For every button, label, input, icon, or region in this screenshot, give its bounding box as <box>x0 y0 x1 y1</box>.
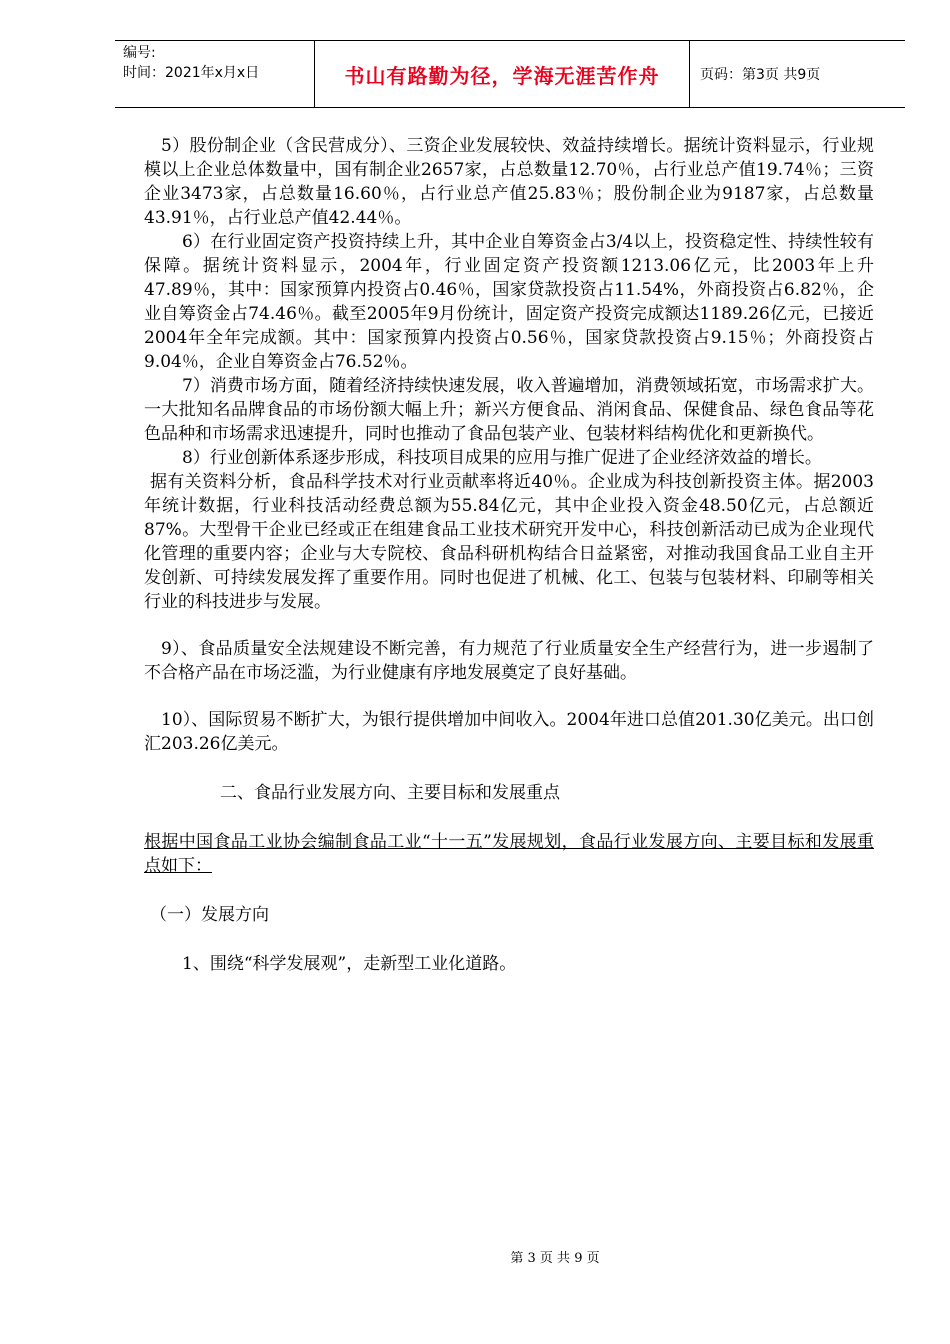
page-footer <box>0 1247 950 1266</box>
list-item: 1、围绕“科学发展观”，走新型工业化道路。 <box>182 954 517 974</box>
header-meta <box>115 41 315 107</box>
paragraph-item-6: 6）在行业固定资产投资持续上升，其中企业自筹资金占3/4以上，投资稳定性、持续性较有保障。据统计资料显示，2004年，行业固定资产投资额1213.06亿元，比2003年上升47.89％，其中：国家预算内投资占0.46％，国家贷款投资占11.54%，外商投资占6.82％，企业自筹资金占74.46％。截至2005年9月份统计，固定资产投资完成额达1189.26亿元，已接近2004年全年完成额。其中：国家预算内投资占0.56％，国家贷款投资占9.15％；外商投资占9.04％，企业自筹资金占76.52％。 <box>144 232 874 372</box>
section-intro: 根据中国食品工业协会编制食品工业“十一五”发展规划，食品行业发展方向、主要目标和发展重点如下： <box>144 832 874 876</box>
header-page-number: 页码：第3页 共9页 <box>700 67 821 83</box>
paragraph-item-5: 5）股份制企业（含民营成分）、三资企业发展较快、效益持续增长。据统计资料显示，行业规模以上企业总体数量中，国有制企业2657家，占总数量12.70％，占行业总产值19.74％；三资企业3473家，占总数量16.60％，占行业总产值25.83％；股份制企业为9187家，占总数量43.91％，占行业总产值42.44％。 <box>144 136 874 228</box>
paragraph-tech-analysis: 据有关资料分析，食品科学技术对行业贡献率将近40％。企业成为科技创新投资主体。据2003年统计数据，行业科技活动经费总额为55.84亿元，其中企业投入资金48.50亿元，占总额近87%。大型骨干企业已经或正在组建食品工业技术研究开发中心，科技创新活动已成为企业现代化管理的重要内容；企业与大专院校、食品科研机构结合日益紧密，对推动我国食品工业自主开发创新、可持续发展发挥了重要作用。同时也促进了机械、化工、包装与包装材料、印刷等相关行业的科技进步与发展。 <box>144 472 874 612</box>
header-motto: 书山有路勤为径，学海无涯苦作舟 <box>344 63 660 88</box>
header-motto-cell <box>315 41 690 107</box>
footer-page-number: 第 3 页 共 9 页 <box>510 1251 600 1266</box>
document-body <box>144 134 874 976</box>
date-label: 时间：2021年x月x日 <box>123 65 260 81</box>
page-header <box>115 40 905 108</box>
serial-number-label: 编号: <box>123 45 156 61</box>
paragraph-item-8: 8）行业创新体系逐步形成，科技项目成果的应用与推广促进了企业经济效益的增长。 <box>182 448 822 468</box>
paragraph-item-9: 9）、食品质量安全法规建设不断完善，有力规范了行业质量安全生产经营行为，进一步遏制了不合格产品在市场泛滥，为行业健康有序地发展奠定了良好基础。 <box>144 639 874 683</box>
header-page-cell <box>690 41 905 107</box>
subsection-heading: （一）发展方向 <box>150 905 269 925</box>
paragraph-item-7: 7）消费市场方面，随着经济持续快速发展，收入普遍增加，消费领域拓宽，市场需求扩大。一大批知名品牌食品的市场份额大幅上升；新兴方便食品、消闲食品、保健食品、绿色食品等花色品种和市场需求迅速提升，同时也推动了食品包装产业、包装材料结构优化和更新换代。 <box>144 376 874 444</box>
paragraph-item-10: 10）、国际贸易不断扩大，为银行提供增加中间收入。2004年进口总值201.30亿美元。出口创汇203.26亿美元。 <box>144 710 874 754</box>
section-heading: 二、食品行业发展方向、主要目标和发展重点 <box>220 783 560 803</box>
